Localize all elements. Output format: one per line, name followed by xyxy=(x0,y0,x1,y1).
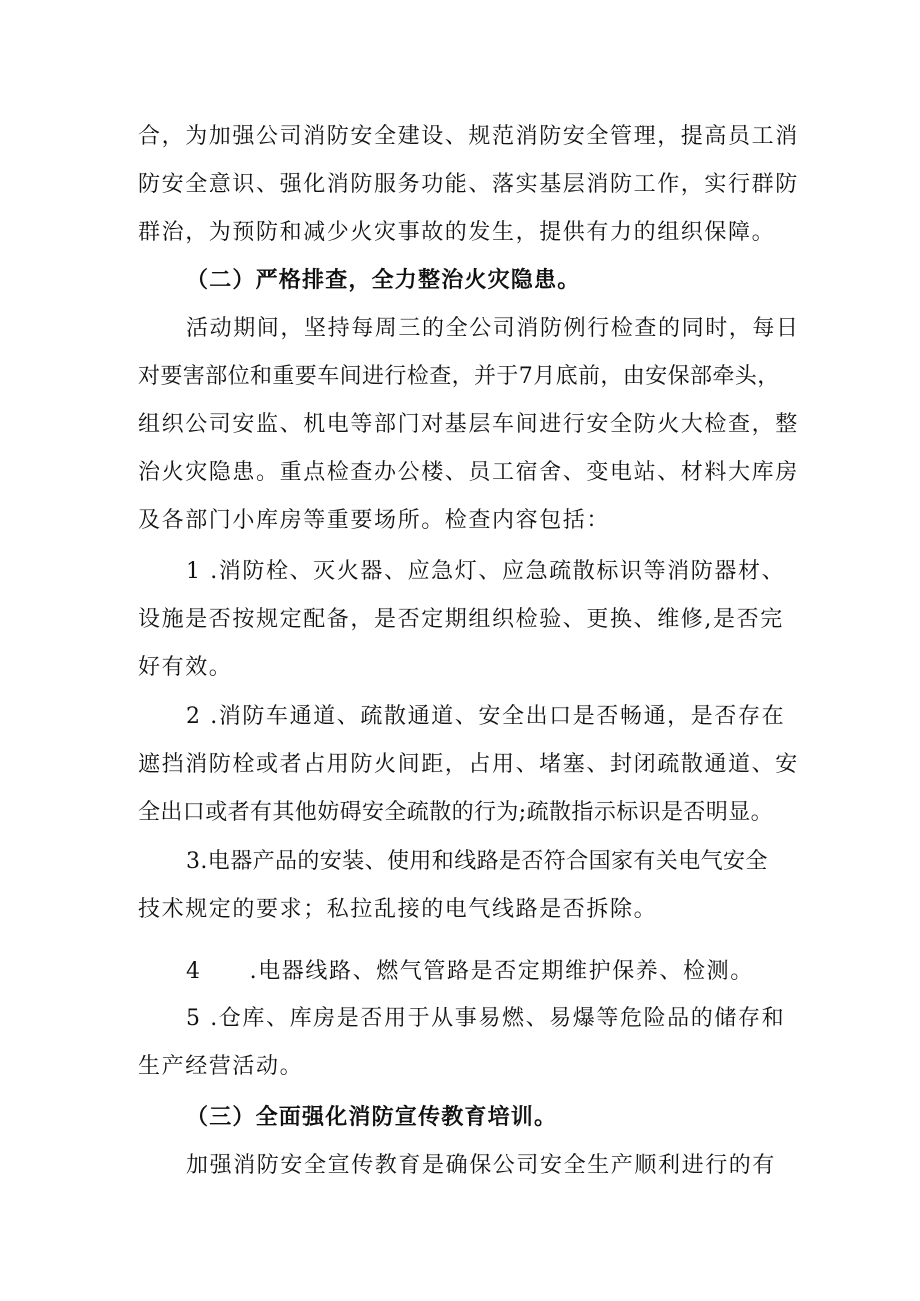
section-heading-2: （二）严格排查，全力整治火灾隐患。 xyxy=(186,268,581,293)
list-item-2: 2 .消防车通道、疏散通道、安全出口是否畅通，是否存在 xyxy=(186,704,786,729)
list-item-1: 1 .消防栓、灭火器、应急灯、应急疏散标识等消防器材、 xyxy=(186,559,786,584)
list-item-4-text: .电器线路、燃气管路是否定期维护保养、检测。 xyxy=(249,959,754,984)
paragraph-line: 遮挡消防栓或者占用防火间距，占用、堵塞、封闭疏散通道、安 xyxy=(138,752,799,777)
list-item-4 xyxy=(186,957,754,987)
paragraph-line: 好有效。 xyxy=(138,655,233,680)
list-item-4-number: 4 xyxy=(186,959,202,984)
list-item-3: 3.电器产品的安装、使用和线路是否符合国家有关电气安全 xyxy=(186,849,768,874)
paragraph-line: 对要害部位和重要车间进行检查，并于7月底前，由安保部牵头， xyxy=(138,364,780,389)
paragraph-line: 活动期间，坚持每周三的全公司消防例行检查的同时，每日 xyxy=(186,316,800,341)
paragraph-line: 及各部门小库房等重要场所。检查内容包括： xyxy=(138,508,611,533)
paragraph-line: 治火灾隐患。重点检查办公楼、员工宿舍、变电站、材料大库房 xyxy=(138,460,799,485)
paragraph-line: 技术规定的要求；私拉乱接的电气线路是否拆除。 xyxy=(138,897,658,922)
paragraph-line: 合，为加强公司消防安全建设、规范消防安全管理，提高员工消 xyxy=(138,124,799,149)
list-item-5: 5 .仓库、库房是否用于从事易燃、易爆等危险品的储存和 xyxy=(186,1006,786,1031)
paragraph-line: 生产经营活动。 xyxy=(138,1054,304,1079)
paragraph-line: 加强消防安全宣传教育是确保公司安全生产顺利进行的有 xyxy=(186,1153,777,1178)
paragraph-line: 防安全意识、强化消防服务功能、落实基层消防工作，实行群防 xyxy=(138,172,799,197)
paragraph-line: 全出口或者有其他妨碍安全疏散的行为;疏散指示标识是否明显。 xyxy=(138,800,774,825)
paragraph-line: 设施是否按规定配备，是否定期组织检验、更换、维修,是否完 xyxy=(138,607,784,632)
paragraph-line: 群治，为预防和减少火灾事故的发生，提供有力的组织保障。 xyxy=(138,220,776,245)
section-heading-3: （三）全面强化消防宣传教育培训。 xyxy=(186,1105,558,1130)
paragraph-line: 组织公司安监、机电等部门对基层车间进行安全防火大检查，整 xyxy=(138,412,799,437)
